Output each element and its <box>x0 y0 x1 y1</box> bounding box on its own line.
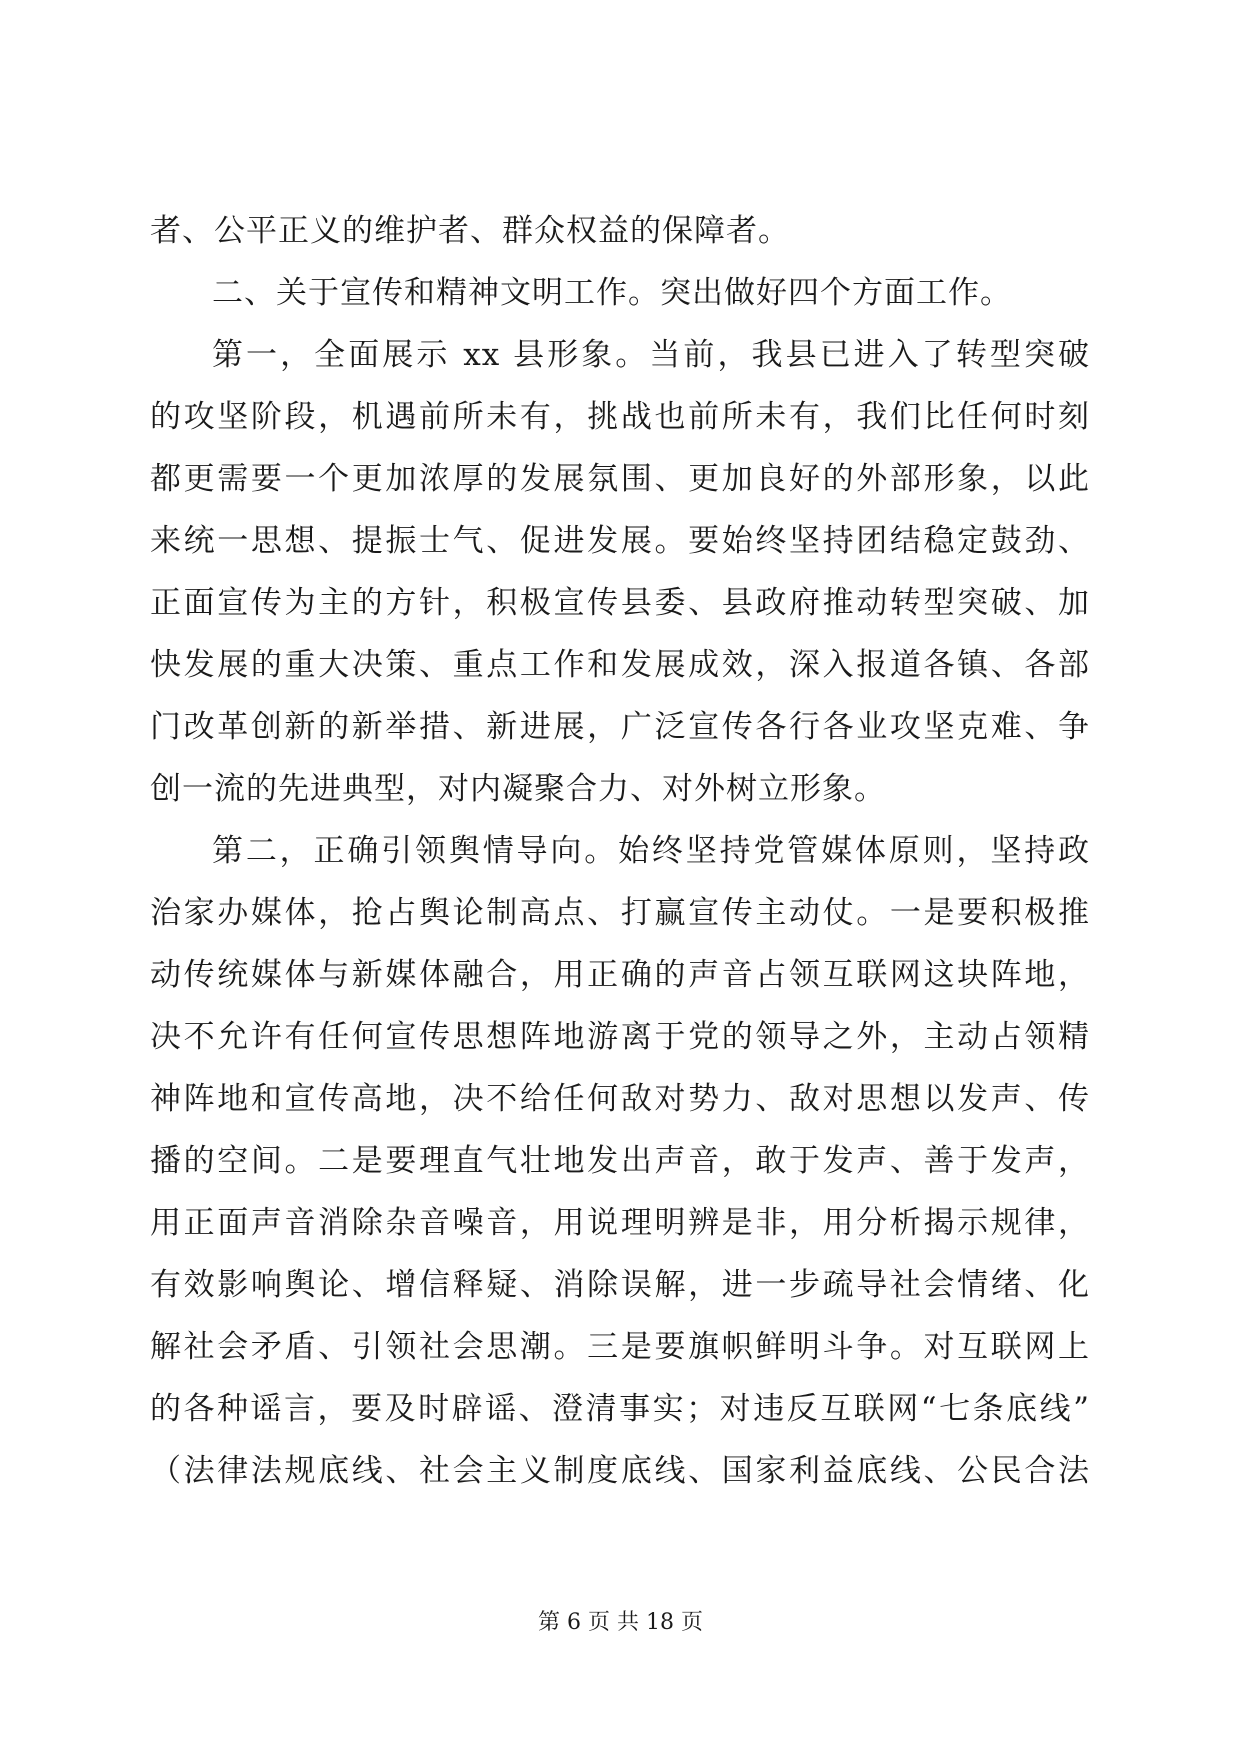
text-line: 决不允许有任何宣传思想阵地游离于党的领导之外，主动占领精 <box>150 1019 1090 1055</box>
text-line: 第一，全面展示 xx 县形象。当前，我县已进入了转型突破 <box>212 337 1090 373</box>
page-number-footer: 第 6 页 共 18 页 <box>538 1610 703 1635</box>
text-line: 快发展的重大决策、重点工作和发展成效，深入报道各镇、各部 <box>150 647 1090 683</box>
text-line: （法律法规底线、社会主义制度底线、国家利益底线、公民合法 <box>150 1453 1090 1489</box>
text-line: 解社会矛盾、引领社会思潮。三是要旗帜鲜明斗争。对互联网上 <box>150 1329 1090 1365</box>
text-line: 门改革创新的新举措、新进展，广泛宣传各行各业攻坚克难、争 <box>150 709 1090 745</box>
text-line: 的攻坚阶段，机遇前所未有，挑战也前所未有，我们比任何时刻 <box>150 399 1090 435</box>
text-line: 创一流的先进典型，对内凝聚合力、对外树立形象。 <box>150 771 886 807</box>
text-line: 第二，正确引领舆情导向。始终坚持党管媒体原则，坚持政 <box>212 833 1090 869</box>
text-line: 都更需要一个更加浓厚的发展氛围、更加良好的外部形象，以此 <box>150 461 1090 497</box>
text-line: 动传统媒体与新媒体融合，用正确的声音占领互联网这块阵地， <box>150 957 1090 993</box>
text-line: 者、公平正义的维护者、群众权益的保障者。 <box>150 213 790 249</box>
text-line: 的各种谣言，要及时辟谣、澄清事实；对违反互联网“七条底线” <box>150 1391 1090 1427</box>
text-line: 二、关于宣传和精神文明工作。突出做好四个方面工作。 <box>212 275 1012 311</box>
text-line: 正面宣传为主的方针，积极宣传县委、县政府推动转型突破、加 <box>150 585 1090 621</box>
document-body <box>150 200 1090 1502</box>
text-line: 神阵地和宣传高地，决不给任何敌对势力、敌对思想以发声、传 <box>150 1081 1090 1117</box>
text-line: 治家办媒体，抢占舆论制高点、打赢宣传主动仗。一是要积极推 <box>150 895 1090 931</box>
text-line: 用正面声音消除杂音噪音，用说理明辨是非，用分析揭示规律， <box>150 1205 1090 1241</box>
text-line: 来统一思想、提振士气、促进发展。要始终坚持团结稳定鼓劲、 <box>150 523 1090 559</box>
text-line: 有效影响舆论、增信释疑、消除误解，进一步疏导社会情绪、化 <box>150 1267 1090 1303</box>
text-line: 播的空间。二是要理直气壮地发出声音，敢于发声、善于发声， <box>150 1143 1090 1179</box>
